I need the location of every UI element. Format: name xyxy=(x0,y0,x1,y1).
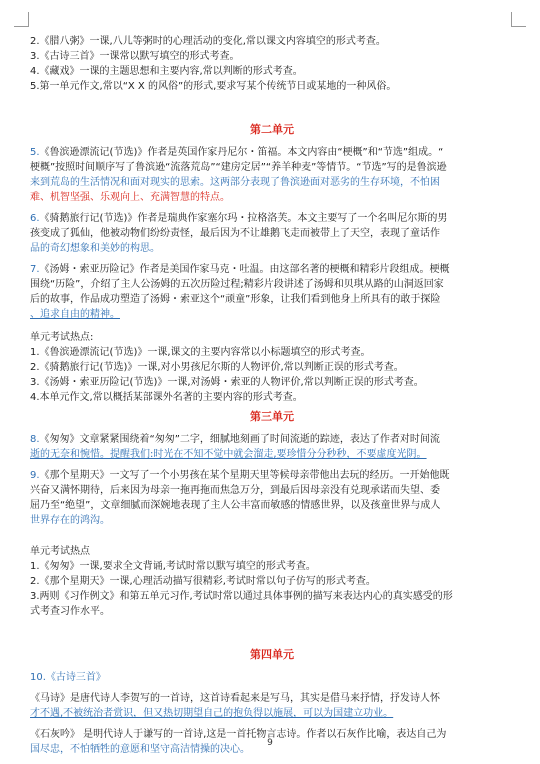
crop-mark-top-right xyxy=(511,12,526,27)
unit2-exam-points xyxy=(30,330,514,405)
unit4-title: 第四单元 xyxy=(250,648,294,661)
list-item: 1.《匆匆》一课,要求全文背诵,考试时常以默写填空的形式考查。 xyxy=(30,561,316,572)
paragraph-10 xyxy=(30,670,514,685)
paragraph-heading: 10.《古诗三首》 xyxy=(30,672,106,683)
paragraph-line: 国尽忠，不怕牺牲的意愿和坚守高洁情操的决心。 xyxy=(30,744,250,755)
paragraph-line: 难、机智坚强、乐观向上、充满智慧的特点。 xyxy=(30,192,230,203)
unit2-title: 第二单元 xyxy=(250,123,294,136)
paragraph-6 xyxy=(30,211,514,256)
paragraph-line: 《石灰吟》 是明代诗人于谦写的一首诗,这是一首托物言志诗。作者以石灰作比喻，表达自己为 xyxy=(30,729,447,740)
paragraph-line: 孩变成了狐仙，他被动物们纷纷责怪，最后因为不让雄鹅飞走而被带上了天空，表现了童话作 xyxy=(30,228,440,239)
paragraph-line: 后的故事，作品成功塑造了汤姆・索亚这个“顽童”形象，让我们看到他身上所具有的敢于探险 xyxy=(30,294,441,305)
paragraph-line: 《那个星期天》一文写了一个小男孩在某个星期天里等候母亲带他出去玩的经历。一开始他既 xyxy=(39,470,450,481)
paragraph-line: 《骑鹅旅行记(节选)》作者是瑞典作家塞尔玛・拉格洛芙。本文主要写了一个名叫尼尔斯的男 xyxy=(39,213,448,224)
crop-mark-top-left xyxy=(14,12,29,27)
list-item: 2.《骑鹅旅行记(节选)》一课,对小男孩尼尔斯的人物评价,常以判断正误的形式考查。 xyxy=(30,362,404,373)
paragraph-number: 7. xyxy=(30,264,40,275)
paragraph-9 xyxy=(30,468,514,528)
paragraph-number: 5. xyxy=(30,147,40,158)
unit3-exam-points xyxy=(30,544,514,619)
list-item: 式考查习作水平。 xyxy=(30,606,110,617)
paragraph-number: 6. xyxy=(30,213,40,224)
hot-points-title: 单元考试热点 xyxy=(30,546,90,557)
unit3-title: 第三单元 xyxy=(250,410,294,423)
paragraph-line: 来到荒岛的生活情况和面对现实的思索。这两部分表现了鲁滨逊面对恶劣的生存环境，不怕困 xyxy=(30,177,440,188)
list-item: 3.两则《习作例文》和第五单元习作,考试时常以通过具体事例的描写来表达内心的真实感受的形 xyxy=(30,591,453,602)
paragraph-line: 《匆匆》文章紧紧围绕着“匆匆”二字，细腻地刻画了时间流逝的踪迹，表达了作者对时间流 xyxy=(39,434,440,445)
page-number: 9 xyxy=(267,738,273,748)
paragraph-8 xyxy=(30,432,514,462)
paragraph-5 xyxy=(30,145,514,205)
list-item: 2.《腊八粥》一课,八儿等粥时的心理活动的变化,常以课文内容填空的形式考查。 xyxy=(30,36,386,47)
paragraph-line: 屈乃至“绝望”，文章细腻而深婉地表现了主人公丰富而敏感的情感世界，以及孩童世界与成人 xyxy=(30,500,441,511)
list-item: 2.《那个星期天》一课,心理活动描写很精彩,考试时常以句子仿写的形式考查。 xyxy=(30,576,376,587)
paragraph-7 xyxy=(30,262,514,322)
paragraph-line: 《汤姆・索亚历险记》作者是美国作家马克・吐温。由这部名著的梗概和精彩片段组成。梗概 xyxy=(39,264,450,275)
paragraph-line: 品的奇幻想象和美妙的构思。 xyxy=(30,243,160,254)
paragraph-number: 9. xyxy=(30,470,40,481)
list-item: 1.《鲁滨逊漂流记(节选)》一课,课文的主要内容常以小标题填空的形式考查。 xyxy=(30,347,371,358)
paragraph-line: 、追求自由的精神。 xyxy=(30,309,120,320)
list-item: 4.本单元作文,常以概括某部课外名著的主要内容的形式考查。 xyxy=(30,392,303,403)
paragraph-line: 《马诗》是唐代诗人李贺写的一首诗，这首诗看起来是写马，其实是借马来抒情，抒发诗人怀 xyxy=(30,693,440,704)
list-item: 4.《藏戏》一课的主题思想和主要内容,常以判断的形式考查。 xyxy=(30,66,303,77)
list-item: 3.《汤姆・索亚历险记(节选)》一课,对汤姆・索亚的人物评价,常以判断正误的形式考查。 xyxy=(30,377,424,388)
paragraph-line: 逝的无奈和惋惜。提醒我们:时光在不知不觉中就会溜走,要珍惜分分秒秒，不要虚度光阴。 xyxy=(30,449,427,460)
paragraph-line: 才不遇,不被统治者赏识，但又热切期望自己的抱负得以施展，可以为国建立功业。 xyxy=(30,708,394,719)
paragraph-line: 《鲁滨逊漂流记(节选)》作者是英国作家丹尼尔・笛福。本文内容由“梗概”和“节选”组成。“ xyxy=(39,147,444,158)
list-item: 3.《古诗三首》一课常以默写填空的形式考查。 xyxy=(30,51,240,62)
list-item: 5.第一单元作文,常以“X X 的风俗”的形式,要求写某个传统节日或某地的一种风俗。 xyxy=(30,81,397,92)
poem-mashi xyxy=(30,691,514,721)
paragraph-line: 兴奋又满怀期待，后来因为母亲一拖再拖而焦急万分，到最后因母亲没有兑现承诺而失望、委 xyxy=(30,485,440,496)
paragraph-line: 梗概”按照时间顺序写了鲁滨逊“流落荒岛”“建房定居”“养羊种麦”等情节。“节选”写的是鲁滨逊 xyxy=(30,162,447,173)
paragraph-line: 围绕“历险”，介绍了主人公汤姆的五次历险过程;精彩片段讲述了汤姆和贝琪从路的山洞返回家 xyxy=(30,279,444,290)
paragraph-line: 世界存在的鸿沟。 xyxy=(30,515,110,526)
hot-points-title: 单元考试热点: xyxy=(30,332,94,343)
unit1-exam-points xyxy=(30,34,514,94)
document-page xyxy=(30,34,514,761)
paragraph-number: 8. xyxy=(30,434,40,445)
